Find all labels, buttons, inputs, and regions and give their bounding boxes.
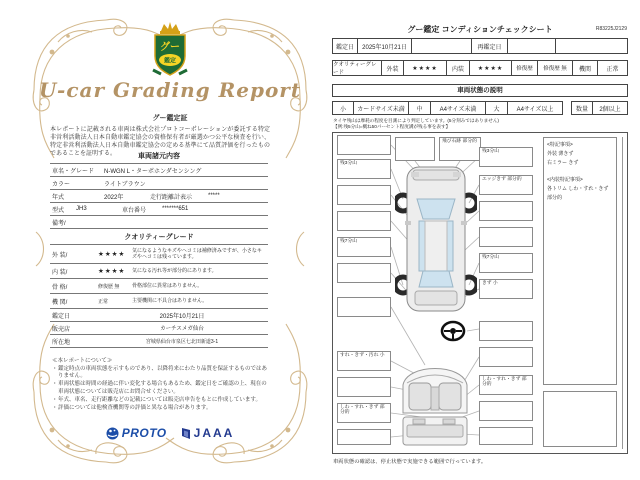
bullet: ・ [52,381,58,388]
report-intro-text: 本レポートに記載される車両は株式会社プロトコーポレーションが委託する特定非営利活動法人日本自動車鑑定協会の資格保有者が厳選かつ公平な検査を行い、特定非営利活動法人日本自動車鑑定協会の定める基準にて品質評価を行ったものであることを証明する。 [50,127,270,158]
spec-color-label: カラー [52,181,71,188]
exterior-label-cell: 外装 [382,60,404,76]
grade-interior-stars: ★★★★ [98,268,126,275]
note-text: 年式、車名、走行距離などの記載については販売店申告をもとに作成しています。 [58,396,261,403]
size-l-label: 大 [486,101,508,115]
qty-value: 2個以上 [593,101,628,115]
size-m-desc: A4サイズ未満 [431,101,486,115]
note-text: 鑑定時点の車両状態を示すものであり、以降将来にわたり品質を保証するものではありません。 [58,366,268,380]
date-label-cell: 鑑定日 [332,38,358,54]
grade-engine-label: 機 関/ [52,299,68,306]
callout-box: 飛び石跡 部分的 [439,137,481,161]
vehicle-condition-diagram [332,132,628,454]
spec-row-model [50,203,268,216]
interior-stars-cell: ★★★★ [470,60,512,76]
callout-box [337,297,391,317]
size-m-label: 中 [409,101,431,115]
grade-exterior-desc: 気になるようなキズやヘコミは補修済みですが、小さなキズやヘコミは残っています。 [132,247,262,260]
spec-chassis-label: 車台番号 [122,207,147,214]
vehicle-spec-table [50,148,268,348]
jaaa-logo-text: JAAA [193,426,235,440]
info-row-shop [50,322,268,335]
grade-interior-label: 内 装/ [52,269,68,276]
empty-cell [556,38,628,54]
remarks-panel [543,137,617,385]
remarks-line: 各トリム しわ・すれ・きず 部分的 [547,186,609,201]
condition-check-sheet [331,22,629,466]
spec-color-value: ライトブラウン [104,181,146,188]
remarks-line: 外装 薄きず [547,151,574,157]
sheet-ref-number: R83225J2129 [595,26,627,32]
tire-note-line2: 【例:残5分山=概ね50パーセント程度溝が残る事を表す】 [333,123,451,129]
bullet: ・ [52,404,58,411]
address-label: 所在地 [52,339,71,346]
size-s-desc: カードサイズ未満 [354,101,409,115]
remarks-line: <内装特記事項> [547,177,583,183]
spec-name-value: N-WGN L・ターボホンダセンシング [104,168,202,175]
goo-kantei-badge-icon [147,20,193,78]
svg-text:グー: グー [160,42,180,53]
callout-box [337,211,391,231]
spec-chassis-value: *******651 [162,206,189,212]
callout-box [479,201,533,221]
callout-box [337,263,391,283]
callout-box: きず 小 [479,279,533,299]
qty-label: 数量 [571,101,593,115]
proto-logo [106,426,167,440]
callout-box: エッジきず 部分的 [479,175,533,195]
callout-box: 残7分山 [337,237,391,257]
grade-frame-label: 骨 格/ [52,284,68,291]
callout-box [337,377,391,397]
spec-year-label: 年式 [52,194,65,201]
note-text: 評価については他検査機関等の評価と異なる場合があります。 [58,404,212,411]
callout-box: 残7分山 [479,253,533,273]
callout-box: しわ・すれ・きず 部分的 [337,403,391,423]
remarks-spacer [547,168,613,176]
inspection-date-label: 鑑定日 [52,313,71,320]
spec-model-value: JH3 [76,206,87,212]
proto-logo-text: PROTO [121,426,167,440]
report-notes [52,358,270,413]
callout-box [337,135,391,155]
engine-label-cell: 機関 [573,60,598,76]
section-title-bar: 車両状態の説明 [332,84,628,97]
grading-report-page [28,12,312,470]
callout-box: 残3分山 [337,159,391,179]
spec-year-value: 2022年 [104,194,124,201]
callout-box [337,185,391,205]
info-row-address [50,335,268,348]
car-exterior-top-view [395,163,477,315]
exterior-stars-cell: ★★★★ [404,60,447,76]
car-interior-view [397,355,473,447]
bullet: ・ [52,366,58,373]
sheet-title: グー鑑定 コンディションチェックシート [407,25,553,34]
grade-frame-desc: 骨格部位に異常はありません。 [132,282,203,289]
grade-row-engine [50,294,268,309]
note-item [52,405,270,412]
dealer-label: 販売店 [52,326,71,333]
callout-box [479,321,533,341]
cert-label: グー鑑定証 [152,115,188,122]
note-item [52,366,270,380]
note-item [52,381,270,395]
engine-value-cell: 正常 [598,60,628,76]
note-text: 車両状態は時間の経過に伴い変化する場合もあるため、鑑定日をご確認の上、現在の車両状態については販売店にお問合せください。 [58,381,267,395]
grade-frame-value: 修復歴 無 [98,283,120,290]
grade-row-frame [50,279,268,294]
tire-note [333,118,627,129]
grade-engine-desc: 主要機関に不具合はありません。 [132,297,208,304]
quality-grade-row [332,60,628,76]
grade-header: クオリティーグレード [50,229,268,245]
bullet: ・ [52,396,58,403]
grade-exterior-stars: ★★★★ [98,251,126,258]
spec-row-remarks [50,216,268,229]
notes-header: ≪本レポートについて≫ [52,358,113,364]
callout-box [479,427,533,445]
inspection-date-value: 2025年10月21日 [159,313,205,320]
spec-model-label: 型式 [52,207,65,214]
legend-gap [563,101,571,115]
spec-header: 車両諸元内容 [50,148,268,164]
spec-row-year [50,190,268,203]
size-l-desc: A4サイズ以上 [508,101,563,115]
callout-box [479,227,533,247]
callout-box: しわ・すれ・きず 部分的 [479,375,533,395]
remarks-line: 右ミラー きず [547,160,579,166]
grade-row-exterior [50,245,268,264]
proto-globe-icon [106,427,119,440]
dealer-value: カーチスメガ仙台 [160,326,204,332]
info-row-date [50,309,268,322]
certification-logos [28,426,312,440]
grade-row-interior [50,264,268,279]
grade-interior-desc: 気になる汚れ等が部分的にあります。 [132,267,217,274]
spec-row-name [50,164,268,177]
callout-box: すれ・きず・汚れ 小 [337,351,391,371]
callout-box [337,429,391,445]
note-item [52,397,270,404]
spec-odo-value: ***** [208,193,220,199]
date-value-cell: 2025年10月21日 [358,38,412,54]
callout-box [479,401,533,421]
jaaa-logo [181,426,235,440]
remarks-extra-box [543,391,617,447]
callout-box: 残3分山 [479,147,533,167]
redate-label-cell: 再鑑定日 [472,38,508,54]
empty-cell [412,38,472,54]
empty-cell [508,38,556,54]
grade-exterior-label: 外 装/ [52,252,68,259]
spec-remarks-label: 備考/ [52,220,66,227]
spec-name-label: 車名・グレード [52,168,95,175]
repair-label-cell: 修復歴 [512,60,538,76]
svg-text:鑑定: 鑑定 [163,58,177,65]
spec-row-color [50,177,268,190]
grade-engine-value: 正常 [98,298,109,305]
callout-box [479,347,533,367]
callout-box [395,137,435,161]
interior-label-cell: 内装 [447,60,470,76]
spec-odo-label: 走行距離計表示 [150,194,193,201]
address-value: 宮城県仙台市泉区七北田新道3-1 [145,338,219,345]
jaaa-shield-icon [181,427,191,440]
tire-note-line1: タイヤ残山は摩耗の程度を目測により判定しています。(5分刻みではありません) [333,118,499,123]
size-legend-row [332,101,628,115]
steering-wheel-icon [439,319,467,343]
remarks-line: <特記事項> [547,142,573,148]
sheet-footer-note: 車両状態の確認は、停止状態で実施できる範囲で行っています。 [333,459,487,465]
grade-label-cell: クオリティーグレード [332,60,382,76]
report-title: U-car Grading Report [38,78,302,102]
diagram-divider-line [622,137,623,449]
inspection-date-row [332,38,628,54]
repair-value-cell: 修復歴 無 [538,60,573,76]
size-s-label: 小 [332,101,354,115]
